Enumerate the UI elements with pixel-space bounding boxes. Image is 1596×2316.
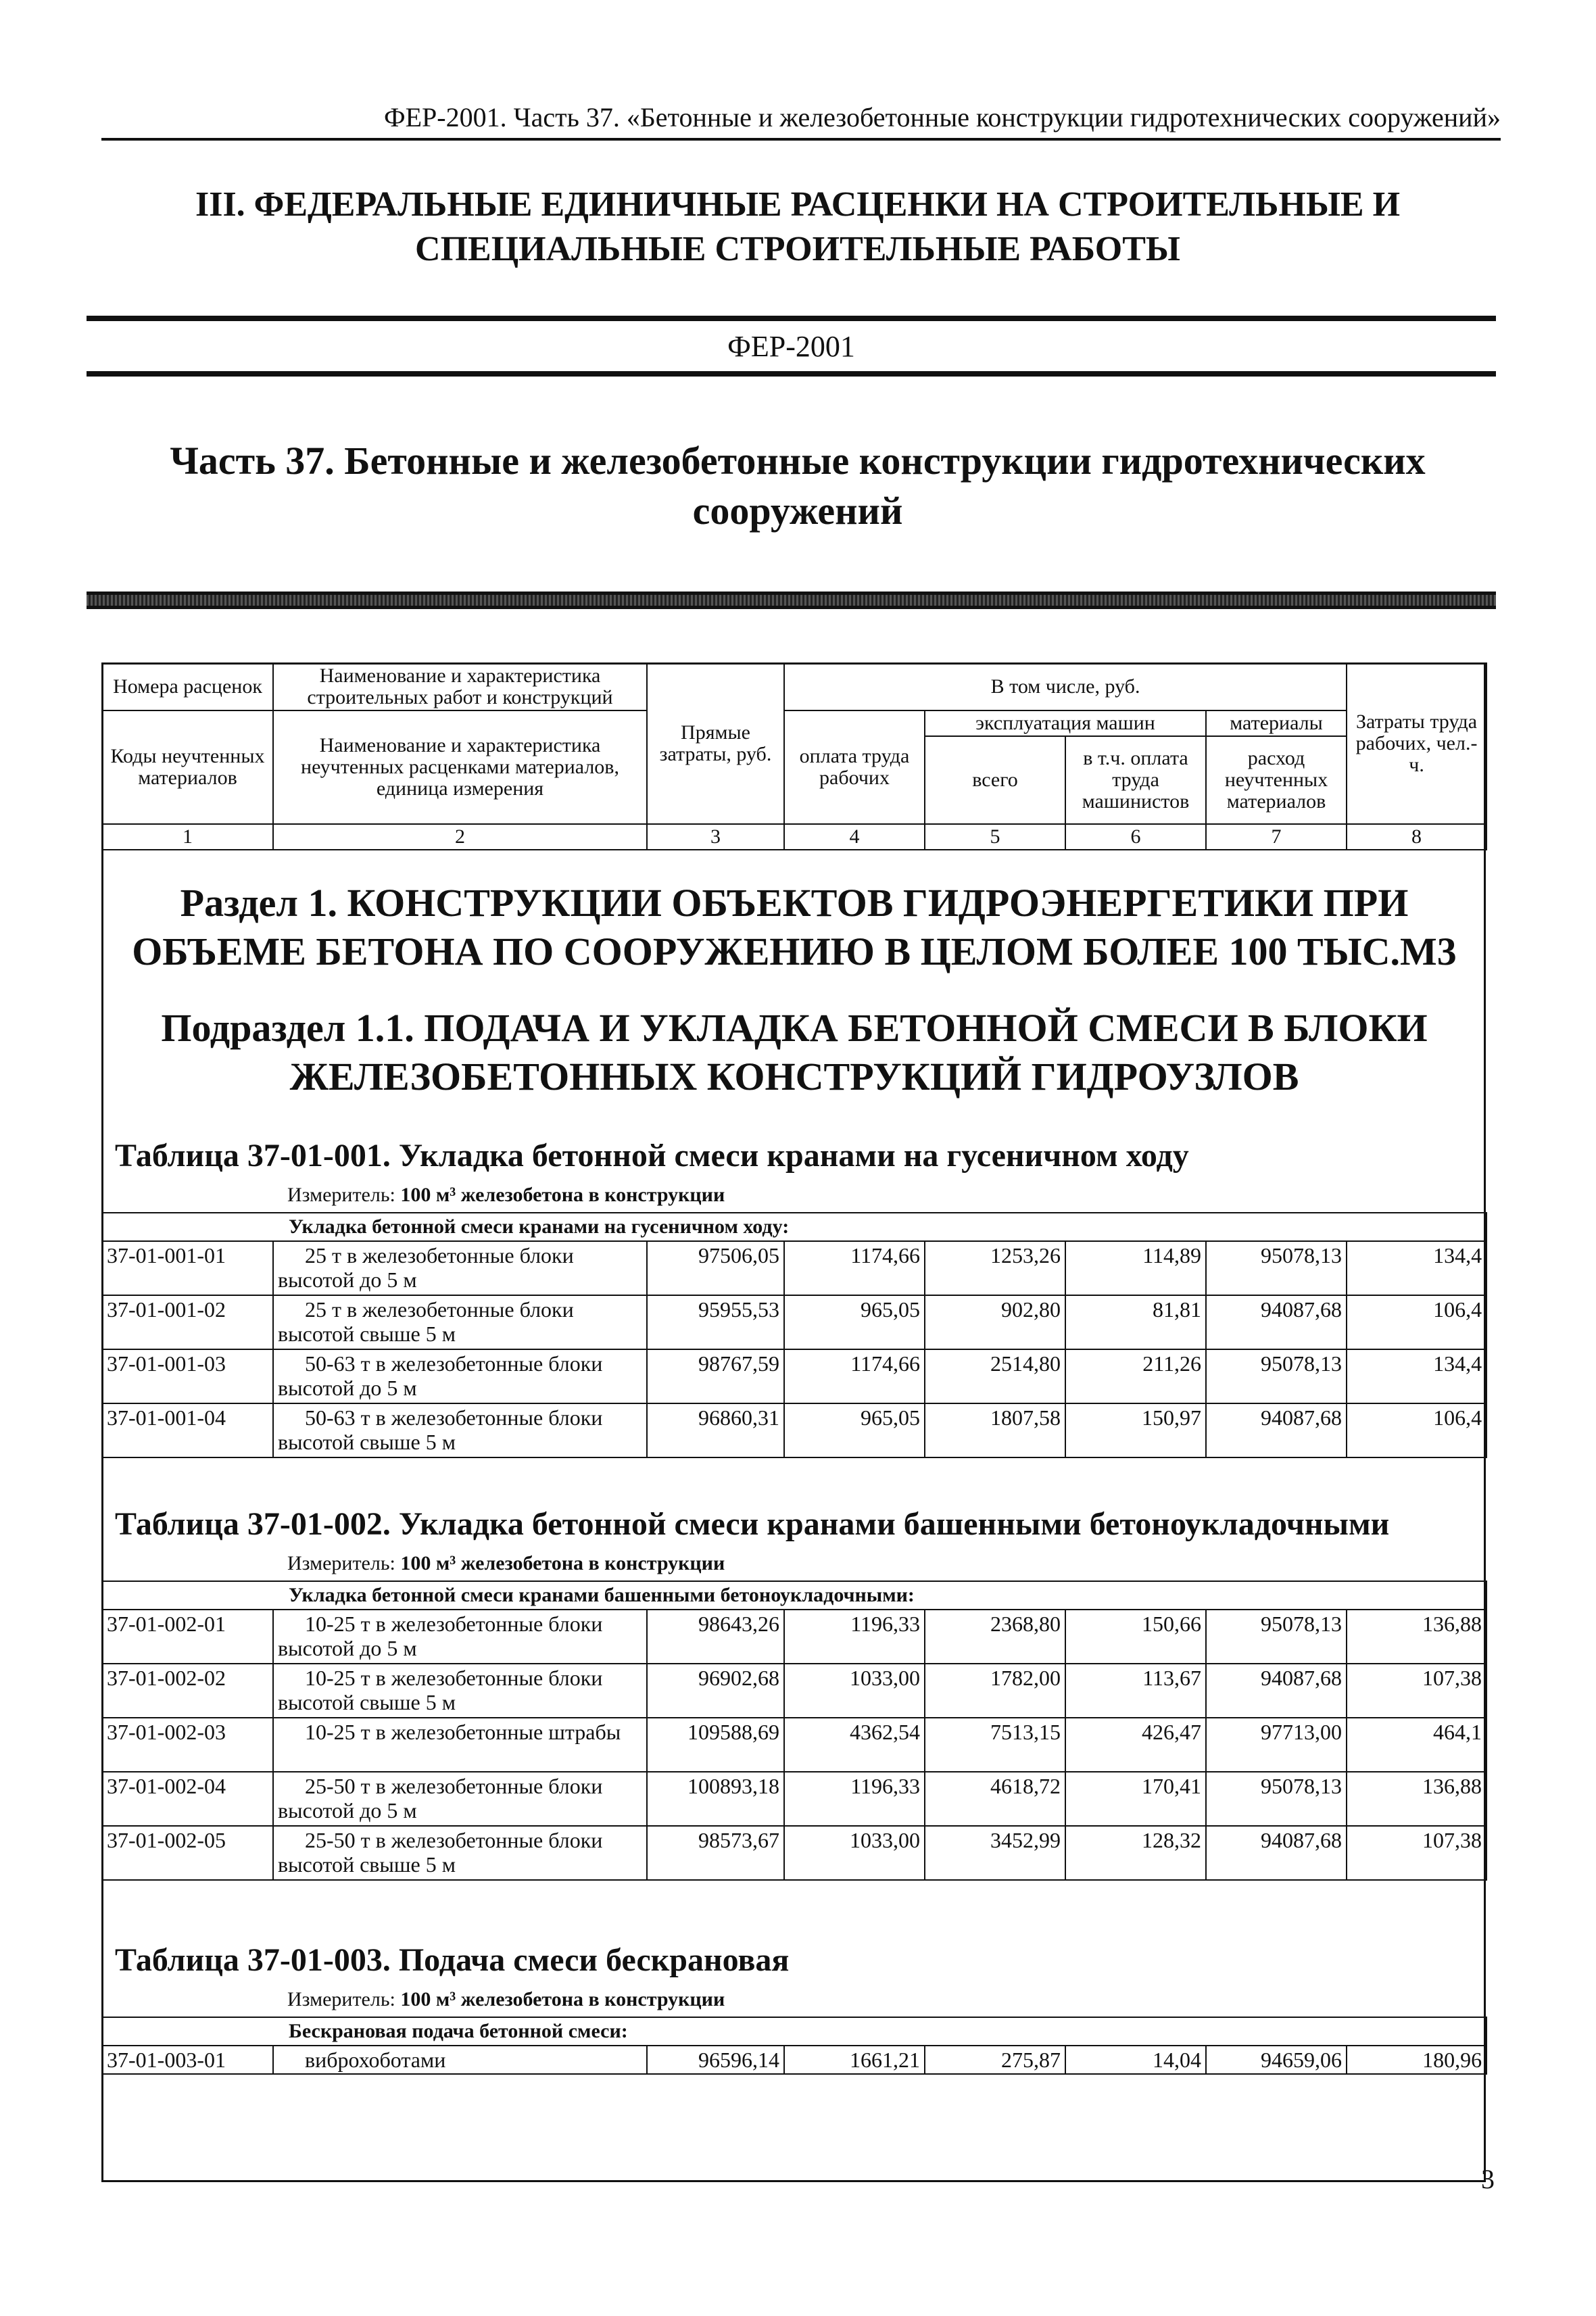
direct-costs-cell: 98767,59 — [647, 1349, 784, 1403]
worker-wages-cell: 1174,66 — [784, 1349, 925, 1403]
material-costs-cell: 95078,13 — [1206, 1241, 1347, 1295]
chapter-heading — [81, 183, 1514, 272]
header-rate-numbers: Номера расценок — [102, 663, 273, 710]
table-row — [102, 1610, 1486, 1664]
operator-wages-cell: 170,41 — [1065, 1772, 1206, 1826]
labor-hours-cell: 464,1 — [1347, 1718, 1486, 1772]
machine-costs-cell: 7513,15 — [925, 1718, 1065, 1772]
part-title — [95, 436, 1501, 536]
direct-costs-cell: 96596,14 — [647, 2046, 784, 2074]
work-description-cell: 10-25 т в железобетонные блоки высотой до 5 м — [273, 1610, 647, 1664]
table-1-meter — [287, 1183, 725, 1207]
direct-costs-cell: 98573,67 — [647, 1826, 784, 1880]
col-num-5: 5 — [925, 824, 1065, 850]
rate-code-cell: 37-01-003-01 — [102, 2046, 273, 2074]
col-num-4: 4 — [784, 824, 925, 850]
subsection-heading — [108, 1004, 1480, 1101]
direct-costs-cell: 96860,31 — [647, 1403, 784, 1457]
material-costs-cell: 97713,00 — [1206, 1718, 1347, 1772]
subsection-heading-line-1: Подраздел 1.1. ПОДАЧА И УКЛАДКА БЕТОННОЙ СМЕСИ В БЛОКИ — [161, 1006, 1428, 1050]
table-1 — [101, 1212, 1487, 1458]
material-costs-cell: 95078,13 — [1206, 1610, 1347, 1664]
table-group-row — [102, 1213, 1486, 1241]
header-material-codes: Коды неучтенных материалов — [102, 710, 273, 824]
material-costs-cell: 94087,68 — [1206, 1403, 1347, 1457]
worker-wages-cell: 1033,00 — [784, 1664, 925, 1718]
machine-costs-cell: 1782,00 — [925, 1664, 1065, 1718]
meter-value: 100 м³ железобетона в конструкции — [400, 1184, 725, 1206]
rate-code-cell: 37-01-002-04 — [102, 1772, 273, 1826]
table-row — [102, 1241, 1486, 1295]
direct-costs-cell: 109588,69 — [647, 1718, 784, 1772]
operator-wages-cell: 128,32 — [1065, 1826, 1206, 1880]
machine-costs-cell: 1253,26 — [925, 1241, 1065, 1295]
work-description-cell: 50-63 т в железобетонные блоки высотой до 5 м — [273, 1349, 647, 1403]
meter-label: Измеритель: — [287, 1184, 395, 1206]
chapter-heading-line-1: III. ФЕДЕРАЛЬНЫЕ ЕДИНИЧНЫЕ РАСЦЕНКИ НА СТРОИТЕЛЬНЫЕ И — [195, 185, 1401, 224]
group-label: Бескрановая подача бетонной смеси: — [102, 2017, 1486, 2046]
table-group-row — [102, 1581, 1486, 1610]
meter-label: Измеритель: — [287, 1552, 395, 1574]
section-heading-line-1: Раздел 1. КОНСТРУКЦИИ ОБЪЕКТОВ ГИДРОЭНЕРГЕТИКИ ПРИ — [180, 881, 1409, 925]
col-num-7: 7 — [1206, 824, 1347, 850]
rate-code-cell: 37-01-001-02 — [102, 1295, 273, 1349]
table-row — [102, 1349, 1486, 1403]
worker-wages-cell: 1033,00 — [784, 1826, 925, 1880]
material-costs-cell: 94659,06 — [1206, 2046, 1347, 2074]
table-row — [102, 1664, 1486, 1718]
column-header-table — [101, 662, 1487, 850]
operator-wages-cell: 114,89 — [1065, 1241, 1206, 1295]
machine-costs-cell: 275,87 — [925, 2046, 1065, 2074]
header-operator-wages: в т.ч. оплата труда машинистов — [1065, 736, 1206, 824]
operator-wages-cell: 113,67 — [1065, 1664, 1206, 1718]
operator-wages-cell: 150,66 — [1065, 1610, 1206, 1664]
labor-hours-cell: 106,4 — [1347, 1403, 1486, 1457]
direct-costs-cell: 95955,53 — [647, 1295, 784, 1349]
part-title-line-1: Часть 37. Бетонные и железобетонные конструкции гидротехнических — [170, 439, 1426, 483]
worker-wages-cell: 965,05 — [784, 1295, 925, 1349]
work-description-cell: 25 т в железобетонные блоки высотой свыше 5 м — [273, 1295, 647, 1349]
machine-costs-cell: 2514,80 — [925, 1349, 1065, 1403]
labor-hours-cell: 134,4 — [1347, 1241, 1486, 1295]
table-3 — [101, 2017, 1487, 2075]
material-costs-cell: 94087,68 — [1206, 1826, 1347, 1880]
header-including: В том числе, руб. — [784, 663, 1347, 710]
col-num-3: 3 — [647, 824, 784, 850]
work-description-cell: 50-63 т в железобетонные блоки высотой свыше 5 м — [273, 1403, 647, 1457]
operator-wages-cell: 426,47 — [1065, 1718, 1206, 1772]
col-num-6: 6 — [1065, 824, 1206, 850]
work-description-cell: 25-50 т в железобетонные блоки высотой до 5 м — [273, 1772, 647, 1826]
table-row — [102, 1826, 1486, 1880]
header-machines: эксплуатация машин — [925, 710, 1206, 736]
fer-label: ФЕР-2001 — [87, 316, 1496, 377]
table-row — [102, 1772, 1486, 1826]
machine-costs-cell: 902,80 — [925, 1295, 1065, 1349]
direct-costs-cell: 98643,26 — [647, 1610, 784, 1664]
group-label: Укладка бетонной смеси кранами на гусеничном ходу: — [102, 1213, 1486, 1241]
section-heading-line-2: ОБЪЕМЕ БЕТОНА ПО СООРУЖЕНИЮ В ЦЕЛОМ БОЛЕЕ 100 ТЫС.М3 — [132, 930, 1457, 973]
machine-costs-cell: 4618,72 — [925, 1772, 1065, 1826]
table-row — [102, 1718, 1486, 1772]
header-wages: оплата труда рабочих — [784, 710, 925, 824]
material-costs-cell: 94087,68 — [1206, 1295, 1347, 1349]
running-header: ФЕР-2001. Часть 37. «Бетонные и железобетонные конструкции гидротехнических сооружений» — [101, 100, 1501, 141]
labor-hours-cell: 107,38 — [1347, 1826, 1486, 1880]
rate-code-cell: 37-01-002-02 — [102, 1664, 273, 1718]
machine-costs-cell: 1807,58 — [925, 1403, 1065, 1457]
part-title-line-2: сооружений — [692, 489, 903, 533]
labor-hours-cell: 136,88 — [1347, 1772, 1486, 1826]
chapter-heading-line-2: СПЕЦИАЛЬНЫЕ СТРОИТЕЛЬНЫЕ РАБОТЫ — [415, 230, 1180, 268]
table-2-title: Таблица 37-01-002. Укладка бетонной смеси кранами башенными бетоноукладочными — [115, 1506, 1390, 1542]
col-num-1: 1 — [102, 824, 273, 850]
header-material-name: Наименование и характеристика неучтенных расценками материалов, единица измерения — [273, 710, 647, 824]
table-row — [102, 1403, 1486, 1457]
rate-code-cell: 37-01-001-04 — [102, 1403, 273, 1457]
table-3-meter — [287, 1987, 725, 2012]
rate-code-cell: 37-01-002-05 — [102, 1826, 273, 1880]
machine-costs-cell: 2368,80 — [925, 1610, 1065, 1664]
machine-costs-cell: 3452,99 — [925, 1826, 1065, 1880]
rate-code-cell: 37-01-002-01 — [102, 1610, 273, 1664]
material-costs-cell: 95078,13 — [1206, 1349, 1347, 1403]
page-number: 3 — [1481, 2164, 1495, 2194]
meter-value: 100 м³ железобетона в конструкции — [400, 1988, 725, 2010]
rate-code-cell: 37-01-001-01 — [102, 1241, 273, 1295]
meter-label: Измеритель: — [287, 1988, 395, 2010]
header-labor-costs: Затраты труда рабочих, чел.-ч. — [1347, 663, 1486, 824]
worker-wages-cell: 965,05 — [784, 1403, 925, 1457]
col-num-2: 2 — [273, 824, 647, 850]
table-2 — [101, 1581, 1487, 1881]
worker-wages-cell: 1174,66 — [784, 1241, 925, 1295]
labor-hours-cell: 134,4 — [1347, 1349, 1486, 1403]
operator-wages-cell: 14,04 — [1065, 2046, 1206, 2074]
operator-wages-cell: 211,26 — [1065, 1349, 1206, 1403]
group-label: Укладка бетонной смеси кранами башенными бетоноукладочными: — [102, 1581, 1486, 1610]
table-1-title: Таблица 37-01-001. Укладка бетонной смеси кранами на гусеничном ходу — [115, 1138, 1189, 1174]
material-costs-cell: 95078,13 — [1206, 1772, 1347, 1826]
table-group-row — [102, 2017, 1486, 2046]
worker-wages-cell: 4362,54 — [784, 1718, 925, 1772]
labor-hours-cell: 136,88 — [1347, 1610, 1486, 1664]
rate-code-cell: 37-01-001-03 — [102, 1349, 273, 1403]
decorative-rule — [87, 592, 1496, 609]
work-description-cell: 25 т в железобетонные блоки высотой до 5 м — [273, 1241, 647, 1295]
direct-costs-cell: 97506,05 — [647, 1241, 784, 1295]
section-heading — [108, 879, 1480, 976]
col-num-8: 8 — [1347, 824, 1486, 850]
work-description-cell: 10-25 т в железобетонные штрабы — [273, 1718, 647, 1772]
table-3-title: Таблица 37-01-003. Подача смеси бескрановая — [115, 1942, 790, 1978]
labor-hours-cell: 106,4 — [1347, 1295, 1486, 1349]
rate-code-cell: 37-01-002-03 — [102, 1718, 273, 1772]
header-materials: материалы — [1206, 710, 1347, 736]
direct-costs-cell: 100893,18 — [647, 1772, 784, 1826]
table-row — [102, 1295, 1486, 1349]
operator-wages-cell: 81,81 — [1065, 1295, 1206, 1349]
work-description-cell: 10-25 т в железобетонные блоки высотой свыше 5 м — [273, 1664, 647, 1718]
header-direct-costs: Прямые затраты, руб. — [647, 663, 784, 824]
material-costs-cell: 94087,68 — [1206, 1664, 1347, 1718]
header-machines-total: всего — [925, 736, 1065, 824]
worker-wages-cell: 1196,33 — [784, 1610, 925, 1664]
subsection-heading-line-2: ЖЕЛЕЗОБЕТОННЫХ КОНСТРУКЦИЙ ГИДРОУЗЛОВ — [289, 1055, 1299, 1099]
table-2-meter — [287, 1551, 725, 1576]
direct-costs-cell: 96902,68 — [647, 1664, 784, 1718]
work-description-cell: виброхоботами — [273, 2046, 647, 2074]
header-material-consumption: расход неучтенных материалов — [1206, 736, 1347, 824]
header-work-name: Наименование и характеристика строительных работ и конструкций — [273, 663, 647, 710]
meter-value: 100 м³ железобетона в конструкции — [400, 1552, 725, 1574]
operator-wages-cell: 150,97 — [1065, 1403, 1206, 1457]
worker-wages-cell: 1196,33 — [784, 1772, 925, 1826]
worker-wages-cell: 1661,21 — [784, 2046, 925, 2074]
work-description-cell: 25-50 т в железобетонные блоки высотой свыше 5 м — [273, 1826, 647, 1880]
labor-hours-cell: 107,38 — [1347, 1664, 1486, 1718]
table-row — [102, 2046, 1486, 2074]
labor-hours-cell: 180,96 — [1347, 2046, 1486, 2074]
